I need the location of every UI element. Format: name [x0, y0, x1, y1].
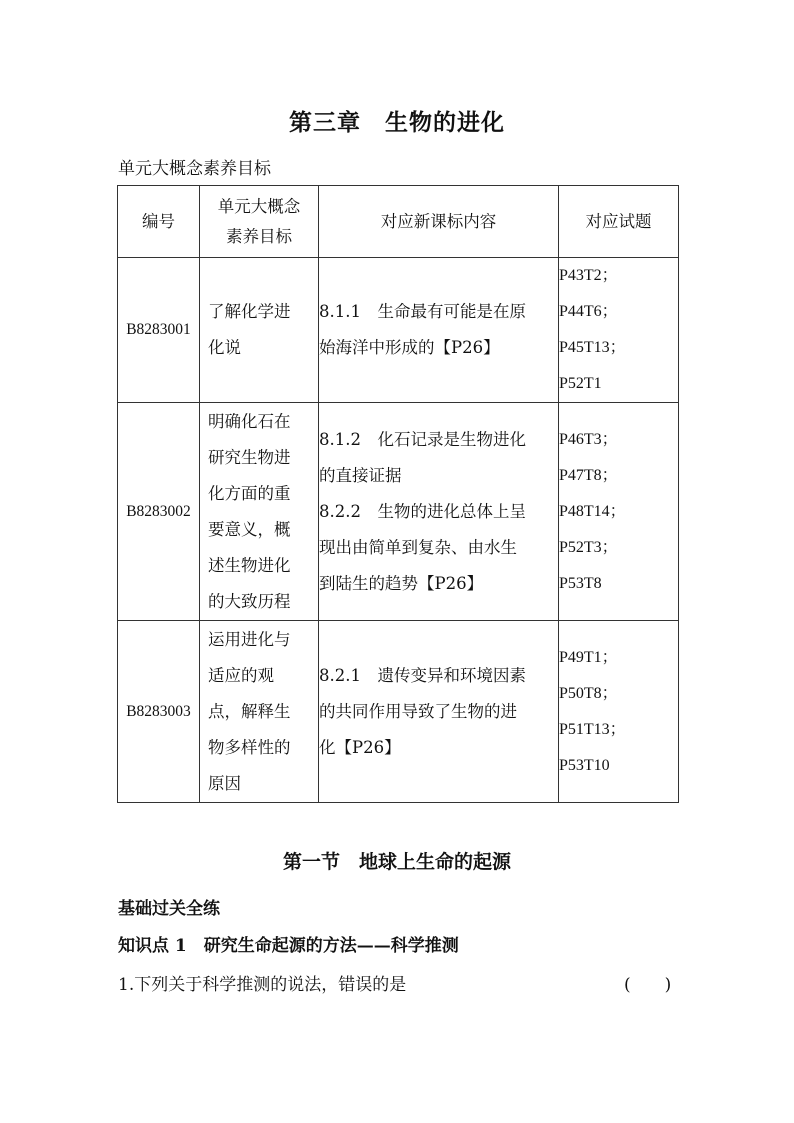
concept-line: 要意义，概	[208, 519, 291, 539]
concept-line: 运用进化与	[208, 629, 291, 649]
header-exams: 对应试题	[559, 186, 679, 258]
header-content: 对应新课标内容	[319, 186, 559, 258]
row-content	[319, 621, 559, 803]
exam-ref: P48T14；	[559, 502, 626, 520]
knowledge-point-heading: 知识点 1 研究生命起源的方法——科学推测	[118, 936, 459, 956]
content-line: 8.2.1 遗传变异和环境因素	[319, 665, 526, 685]
row-code: B8283003	[118, 621, 200, 803]
exam-ref: P47T8；	[559, 466, 618, 484]
row-concept	[200, 258, 319, 403]
concept-line: 了解化学进	[208, 302, 291, 321]
content-line: 8.1.2 化石记录是生物进化	[319, 429, 526, 449]
concept-line: 述生物进化	[208, 555, 291, 575]
exam-ref: P53T8	[559, 574, 602, 592]
row-content	[319, 258, 559, 403]
exam-ref: P49T1；	[559, 648, 618, 666]
row-exams	[559, 258, 679, 403]
exam-ref: P52T3；	[559, 538, 618, 556]
content-line: 的共同作用导致了生物的进	[319, 701, 517, 721]
answer-blank[interactable]: ( )	[624, 975, 672, 995]
content-line: 现出由简单到复杂、由水生	[319, 537, 517, 557]
row-code: B8283001	[118, 258, 200, 403]
concept-line: 的大致历程	[208, 591, 291, 611]
row-code: B8283002	[118, 403, 200, 621]
concept-line: 化方面的重	[208, 483, 291, 503]
row-concept	[200, 403, 319, 621]
row-exams	[559, 621, 679, 803]
section-title: 第一节 地球上生命的起源	[282, 851, 511, 873]
practice-heading: 基础过关全练	[118, 899, 220, 919]
content-line: 8.1.1 生命最有可能是在原	[319, 302, 526, 321]
exam-ref: P50T8；	[559, 684, 618, 702]
table-header-row	[118, 186, 679, 258]
header-concept-line: 单元大概念	[217, 196, 301, 216]
content-line: 8.2.2 生物的进化总体上呈	[319, 501, 526, 521]
exam-ref: P43T2；	[559, 267, 618, 284]
row-exams	[559, 403, 679, 621]
chapter-title: 第三章 生物的进化	[289, 109, 505, 136]
row-content	[319, 403, 559, 621]
exam-ref: P53T10	[559, 756, 610, 774]
concept-line: 原因	[208, 773, 241, 793]
concept-line: 研究生物进	[208, 447, 291, 467]
header-code: 编号	[118, 186, 200, 258]
content-line: 化【P26】	[319, 737, 401, 757]
concept-line: 物多样性的	[208, 737, 291, 757]
concept-line: 适应的观	[208, 665, 274, 685]
table-row	[118, 621, 679, 803]
concept-line: 明确化石在	[208, 411, 291, 431]
exam-ref: P46T3；	[559, 430, 618, 448]
table-label: 单元大概念素养目标	[118, 159, 271, 179]
exam-ref: P45T13；	[559, 339, 626, 356]
concept-line: 化说	[208, 338, 241, 357]
exam-ref: P44T6；	[559, 303, 618, 320]
exam-ref: P52T1	[559, 375, 602, 392]
concept-line: 点，解释生	[208, 701, 291, 721]
goals-table	[117, 185, 679, 803]
header-concept	[200, 186, 319, 258]
table-row	[118, 258, 679, 403]
content-line: 始海洋中形成的【P26】	[319, 338, 500, 357]
header-concept-line: 素养目标	[226, 226, 292, 246]
question-1: 1.下列关于科学推测的说法，错误的是	[118, 975, 407, 995]
table-row	[118, 403, 679, 621]
content-line: 的直接证据	[319, 465, 402, 485]
row-concept	[200, 621, 319, 803]
content-line: 到陆生的趋势【P26】	[319, 573, 484, 593]
exam-ref: P51T13；	[559, 720, 626, 738]
